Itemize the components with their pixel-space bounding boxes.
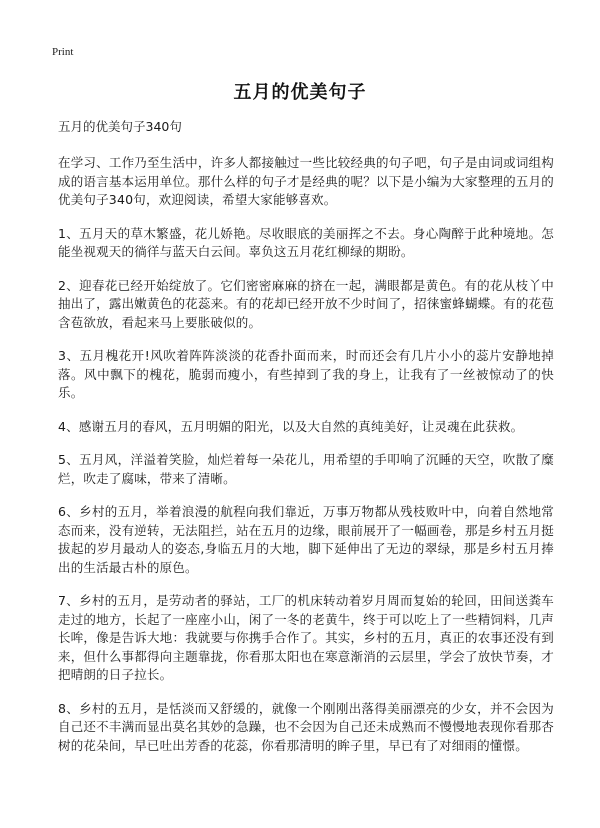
sentence-paragraph-2: 2、迎春花已经开始绽放了。它们密密麻麻的挤在一起，满眼都是黄色。有的花从枝丫中抽出了，露出嫩黄色的花蕊来。有的花却已经开放不少时间了，招徕蜜蜂蝴蝶。有的花苞含苞欲放，看起来马上要胀破似的。 bbox=[58, 277, 554, 330]
sentence-paragraph-4: 4、感谢五月的春风，五月明媚的阳光，以及大自然的真纯美好，让灵魂在此获救。 bbox=[58, 418, 524, 434]
sentence-paragraph-1: 1、五月天的草木繁盛，花儿娇艳。尽收眼底的美丽挥之不去。身心陶醉于此种境地。怎能坐视观天的徜徉与蓝天白云间。辜负这五月花红柳绿的期盼。 bbox=[58, 225, 554, 259]
sentence-paragraph-8: 8、乡村的五月，是恬淡而又舒缓的，就像一个刚刚出落得美丽漂亮的少女，并不会因为自己还不丰满而显出莫名其妙的急躁，也不会因为自己还未成熟而不慢慢地表现你看那杏树的花朵间，早已吐出芳香的花蕊，你看那清明的眸子里，早已有了对细雨的懂憬。 bbox=[58, 700, 554, 753]
document-title: 五月的优美句子 bbox=[233, 82, 367, 103]
intro-paragraph: 在学习、工作乃至生活中，许多人都接触过一些比较经典的句子吧，句子是由词或词组构成的语言基本运用单位。那什么样的句子才是经典的呢？以下是小编为大家整理的五月的优美句子340句，欢迎阅读，希望大家能够喜欢。 bbox=[58, 155, 554, 207]
sentence-paragraph-3: 3、五月槐花开!风吹着阵阵淡淡的花香扑面而来，时而还会有几片小小的蕊片安静地掉落。风中飘下的槐花，脆弱而瘦小，有些掉到了我的身上，让我有了一丝被惊动了的快乐。 bbox=[58, 348, 554, 400]
sentence-paragraph-5: 5、五月风，洋溢着笑脸，灿烂着每一朵花儿，用希望的手叩响了沉睡的天空，吹散了糜烂，吹走了腐味，带来了清晰。 bbox=[58, 452, 554, 486]
subtitle: 五月的优美句子340句 bbox=[58, 119, 182, 134]
sentence-paragraph-6: 6、乡村的五月，举着浪漫的航程向我们靠近，万事万物都从残枝败叶中，向着自然地常态而来，没有逆转，无法阻拦，站在五月的边缘，眼前展开了一幅画卷，那是乡村五月挺拔起的岁月最动人的姿态,身临五月的大地，脚下延伸出了无边的翠绿，那是乡村五月捧出的生活最古朴的原色。 bbox=[58, 504, 554, 575]
sentence-paragraph-7: 7、乡村的五月，是劳动者的驿站，工厂的机床转动着岁月周而复始的轮回，田间送粪车走过的地方，长起了一座座小山，闲了一冬的老黄牛，终于可以吃上了一些精饲料，几声长哞，像是告诉大地：我就要与你携手合作了。其实，乡村的五月，真正的农事还没有到来，但什么事都得向主题靠拢，你看那太阳也在寒意渐消的云层里，学会了放快节奏，才把晴朗的日子拉长。 bbox=[58, 593, 554, 682]
print-label: Print bbox=[52, 46, 74, 58]
document-body bbox=[58, 118, 554, 770]
